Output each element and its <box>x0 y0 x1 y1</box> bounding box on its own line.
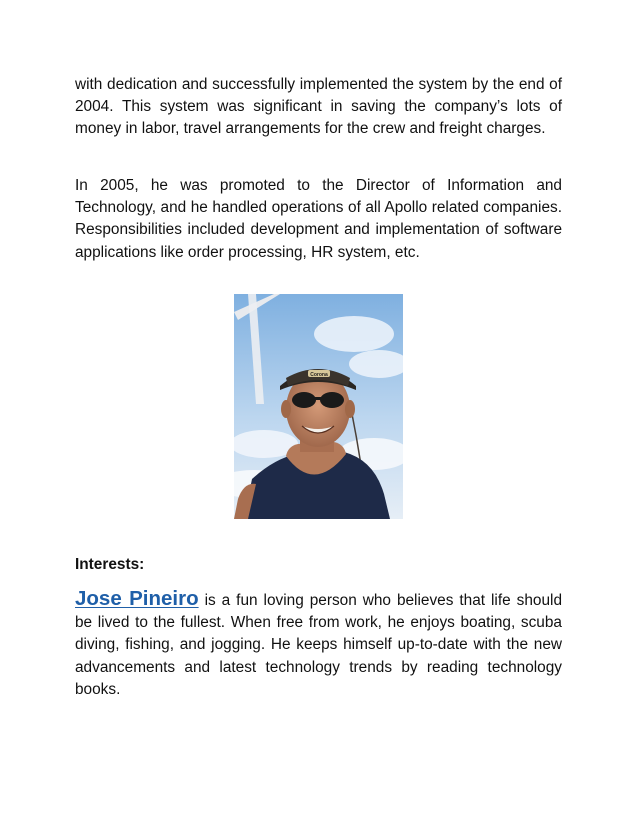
body-paragraph-promotion: In 2005, he was promoted to the Director of Information and Technology, and he handled operations of all Apollo related companies. Responsibilities included development and implementation of software applications like order processing, HR system, etc. <box>75 177 562 261</box>
cap-logo-text: Corona <box>310 372 328 378</box>
profile-name-link[interactable]: Jose Pineiro <box>75 587 199 610</box>
interests-text: is a fun loving person who believes that life should be lived to the fullest. When free from work, he enjoys boating, scuba diving, fishing, and jogging. He keeps himself up-to-date with the new advancements and latest technology trends by reading technology books. <box>75 592 562 698</box>
interests-paragraph <box>75 588 562 701</box>
profile-photo <box>234 294 403 519</box>
interests-heading: Interests: <box>75 556 145 573</box>
body-paragraph-system-implementation: with dedication and successfully implemented the system by the end of 2004. This system was significant in saving the company’s lots of money in labor, travel arrangements for the crew and freight charges. <box>75 76 562 138</box>
